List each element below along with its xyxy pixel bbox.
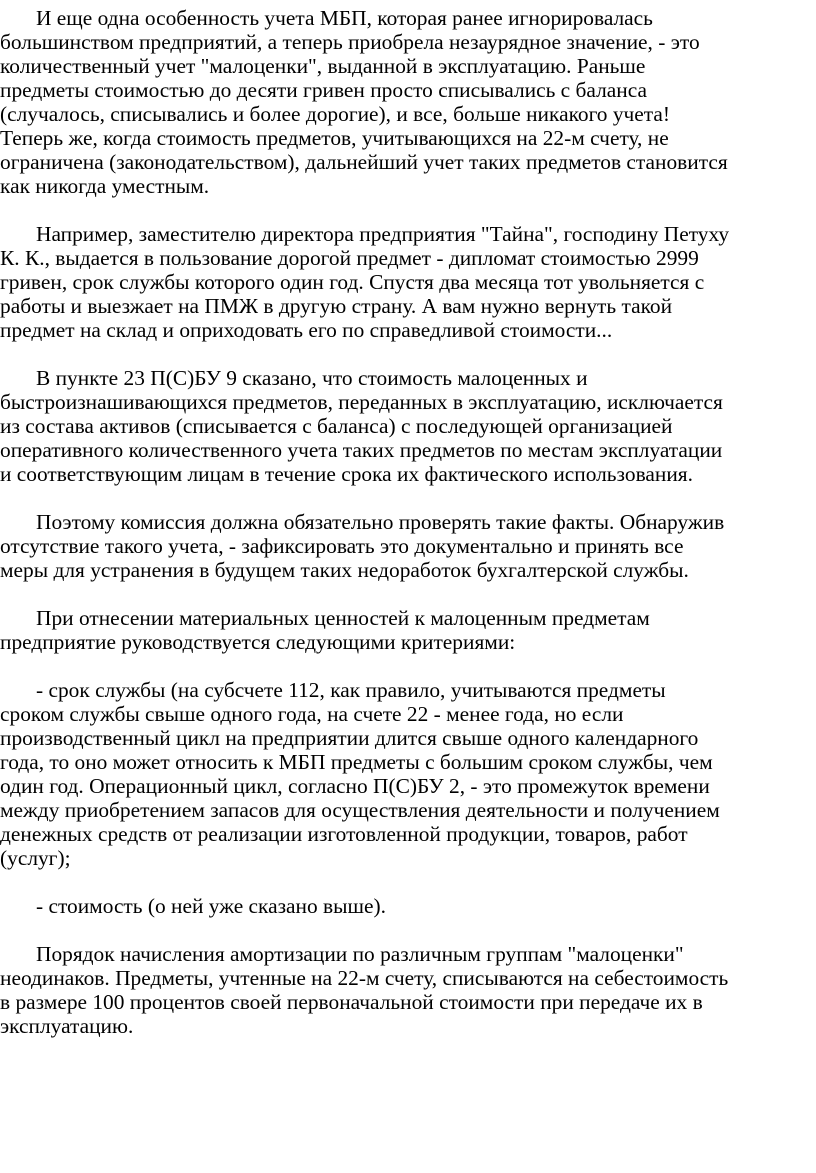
text-line: в размере 100 процентов своей первоначальной стоимости при передаче их в xyxy=(0,990,703,1014)
text-line: (услуг); xyxy=(0,846,71,870)
paragraph-criterion-cost xyxy=(0,894,816,918)
text-line: предприятие руководствуется следующими критериями: xyxy=(0,630,516,654)
text-line: из состава активов (списывается с баланса) с последующей организацией xyxy=(0,414,673,438)
text-line: Например, заместителю директора предприятия "Тайна", господину Петуху xyxy=(36,222,730,246)
text-line: эксплуатацию. xyxy=(0,1014,134,1038)
text-line: И еще одна особенность учета МБП, которая ранее игнорировалась xyxy=(36,6,653,30)
text-line: предмет на склад и оприходовать его по справедливой стоимости... xyxy=(0,318,613,342)
text-line: сроком службы свыше одного года, на счете 22 - менее года, но если xyxy=(0,702,624,726)
paragraph-standard-9 xyxy=(0,366,816,486)
text-line: ограничена (законодательством), дальнейший учет таких предметов становится xyxy=(0,150,728,174)
text-line: денежных средств от реализации изготовленной продукции, товаров, работ xyxy=(0,822,688,846)
text-line: Порядок начисления амортизации по различным группам "малоценки" xyxy=(36,942,684,966)
text-line: количественный учет "малоценки", выданной в эксплуатацию. Раньше xyxy=(0,54,646,78)
text-line: между приобретением запасов для осуществления деятельности и получением xyxy=(0,798,720,822)
text-line: производственный цикл на предприятии длится свыше одного календарного xyxy=(0,726,699,750)
text-line: При отнесении материальных ценностей к малоценным предметам xyxy=(36,606,650,630)
paragraph-example xyxy=(0,222,816,342)
paragraph-depreciation xyxy=(0,942,816,1038)
text-line: Теперь же, когда стоимость предметов, учитывающихся на 22-м счету, не xyxy=(0,126,669,150)
text-line: меры для устранения в будущем таких недоработок бухгалтерской службы. xyxy=(0,558,689,582)
text-line: неодинаков. Предметы, учтенные на 22-м счету, списываются на себестоимость xyxy=(0,966,729,990)
text-line: Поэтому комиссия должна обязательно проверять такие факты. Обнаружив xyxy=(36,510,725,534)
text-line: К. К., выдается в пользование дорогой предмет - дипломат стоимостью 2999 xyxy=(0,246,699,270)
text-line: В пункте 23 П(С)БУ 9 сказано, что стоимость малоценных и xyxy=(36,366,588,390)
text-line: гривен, срок службы которого один год. Спустя два месяца тот увольняется с xyxy=(0,270,705,294)
text-line: предметы стоимостью до десяти гривен просто списывались с баланса xyxy=(0,78,647,102)
paragraph-mbp-quantitative-accounting xyxy=(0,6,816,198)
text-line: работы и выезжает на ПМЖ в другую страну. А вам нужно вернуть такой xyxy=(0,294,673,318)
text-line: один год. Операционный цикл, согласно П(С)БУ 2, - это промежуток времени xyxy=(0,774,710,798)
text-line: отсутствие такого учета, - зафиксировать это документально и принять все xyxy=(0,534,684,558)
text-line: - срок службы (на субсчете 112, как правило, учитываются предметы xyxy=(36,678,666,702)
paragraph-criteria-intro xyxy=(0,606,816,654)
paragraph-commission xyxy=(0,510,816,582)
text-line: - стоимость (о ней уже сказано выше). xyxy=(36,894,386,918)
text-line: быстроизнашивающихся предметов, переданных в эксплуатацию, исключается xyxy=(0,390,723,414)
text-line: и соответствующим лицам в течение срока их фактического использования. xyxy=(0,462,693,486)
text-line: оперативного количественного учета таких предметов по местам эксплуатации xyxy=(0,438,723,462)
text-line: (случалось, списывались и более дорогие), и все, больше никакого учета! xyxy=(0,102,671,126)
text-line: как никогда уместным. xyxy=(0,174,210,198)
text-line: года, то оно может относить к МБП предметы с большим сроком службы, чем xyxy=(0,750,713,774)
paragraph-criterion-service-life xyxy=(0,678,816,870)
text-line: большинством предприятий, а теперь приобрела незаурядное значение, - это xyxy=(0,30,700,54)
